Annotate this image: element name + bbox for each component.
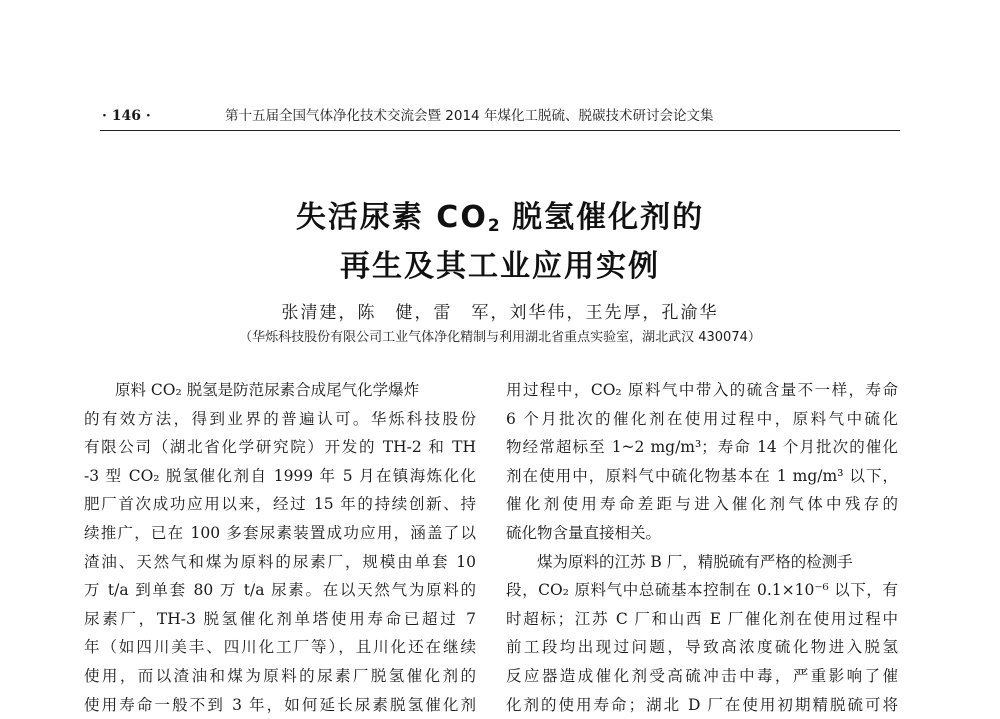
conference-title: 第十五届全国气体净化技术交流会暨 2014 年煤化工脱硫、脱碳技术研讨会论文集 (225, 108, 714, 124)
body-line: 渣油、天然气和煤为原料的尿素厂，规模由单套 10 (84, 552, 476, 571)
body-line: 段，CO₂ 原料气中总硫基本控制在 0.1×10⁻⁶ 以下，有 (506, 581, 898, 600)
body-line: 前工段均出现过问题，导致高浓度硫化物进入脱氢 (506, 638, 898, 657)
authors: 张清建，陈 健，雷 军，刘华伟，王先厚，孔渝华 (281, 303, 719, 323)
affiliation: （华烁科技股份有限公司工业气体净化精制与利用湖北省重点实验室，湖北武汉 430074） (239, 330, 761, 345)
body-line: 6 个月批次的催化剂在使用过程中，原料气中硫化 (506, 409, 898, 428)
body-line: 化剂的使用寿命；湖北 D 厂在使用初期精脱硫可将 (506, 695, 898, 714)
body-line: 续推广，已在 100 多套尿素装置成功应用，涵盖了以 (84, 523, 476, 542)
body-line: 催化剂使用寿命差距与进入催化剂气体中残存的 (506, 495, 898, 514)
body-line: 物经常超标至 1~2 mg/m³；寿命 14 个月批次的催化 (506, 438, 898, 457)
body-line: 使用，而以渣油和煤为原料的尿素厂脱氢催化剂的 (84, 666, 476, 685)
body-line: 原料 CO₂ 脱氢是防范尿素合成尾气化学爆炸 (115, 381, 420, 399)
body-line: 的有效方法，得到业界的普遍认可。华烁科技股份 (84, 409, 476, 428)
body-line: 用过程中，CO₂ 原料气中带入的硫含量不一样，寿命 (506, 381, 898, 399)
body-line: 煤为原料的江苏 B 厂，精脱硫有严格的检测手 (537, 552, 853, 571)
running-header (100, 106, 900, 126)
body-right-column (506, 376, 898, 719)
body-line: 年（如四川美丰、四川化工厂等），且川化还在继续 (84, 638, 476, 657)
body-line: 剂在使用中，原料气中硫化物基本在 1 mg/m³ 以下， (506, 466, 898, 485)
title-subscript: 2 (487, 216, 500, 236)
body-line: 有限公司（湖北省化学研究院）开发的 TH-2 和 TH (84, 438, 476, 457)
page-number: · 146 · (102, 108, 151, 124)
body-line: 反应器造成催化剂受高硫冲击中毒，严重影响了催 (506, 666, 898, 685)
title-suffix: 脱氢催化剂的 (499, 200, 705, 235)
title-prefix: 失活尿素 CO (295, 200, 488, 235)
body-line: 时超标；江苏 C 厂和山西 E 厂催化剂在使用过程中 (506, 609, 898, 628)
body-line: 使用寿命一般不到 3 年，如何延长尿素脱氢催化剂 (84, 695, 476, 714)
paper-title-line-2: 再生及其工业应用实例 (340, 249, 660, 284)
body-line: -3 型 CO₂ 脱氢催化剂自 1999 年 5 月在镇海炼化化 (84, 466, 476, 485)
body-line: 肥厂首次成功应用以来，经过 15 年的持续创新、持 (84, 495, 476, 514)
paper-title-line-1 (0, 192, 1000, 236)
body-line: 万 t/a 到单套 80 万 t/a 尿素。在以天然气为原料的 (84, 581, 476, 600)
header-rule (100, 130, 900, 131)
body-left-column (84, 376, 476, 719)
body-line: 硫化物含量直接相关。 (506, 523, 662, 542)
body-line: 尿素厂，TH-3 脱氢催化剂单塔使用寿命已超过 7 (84, 609, 476, 628)
